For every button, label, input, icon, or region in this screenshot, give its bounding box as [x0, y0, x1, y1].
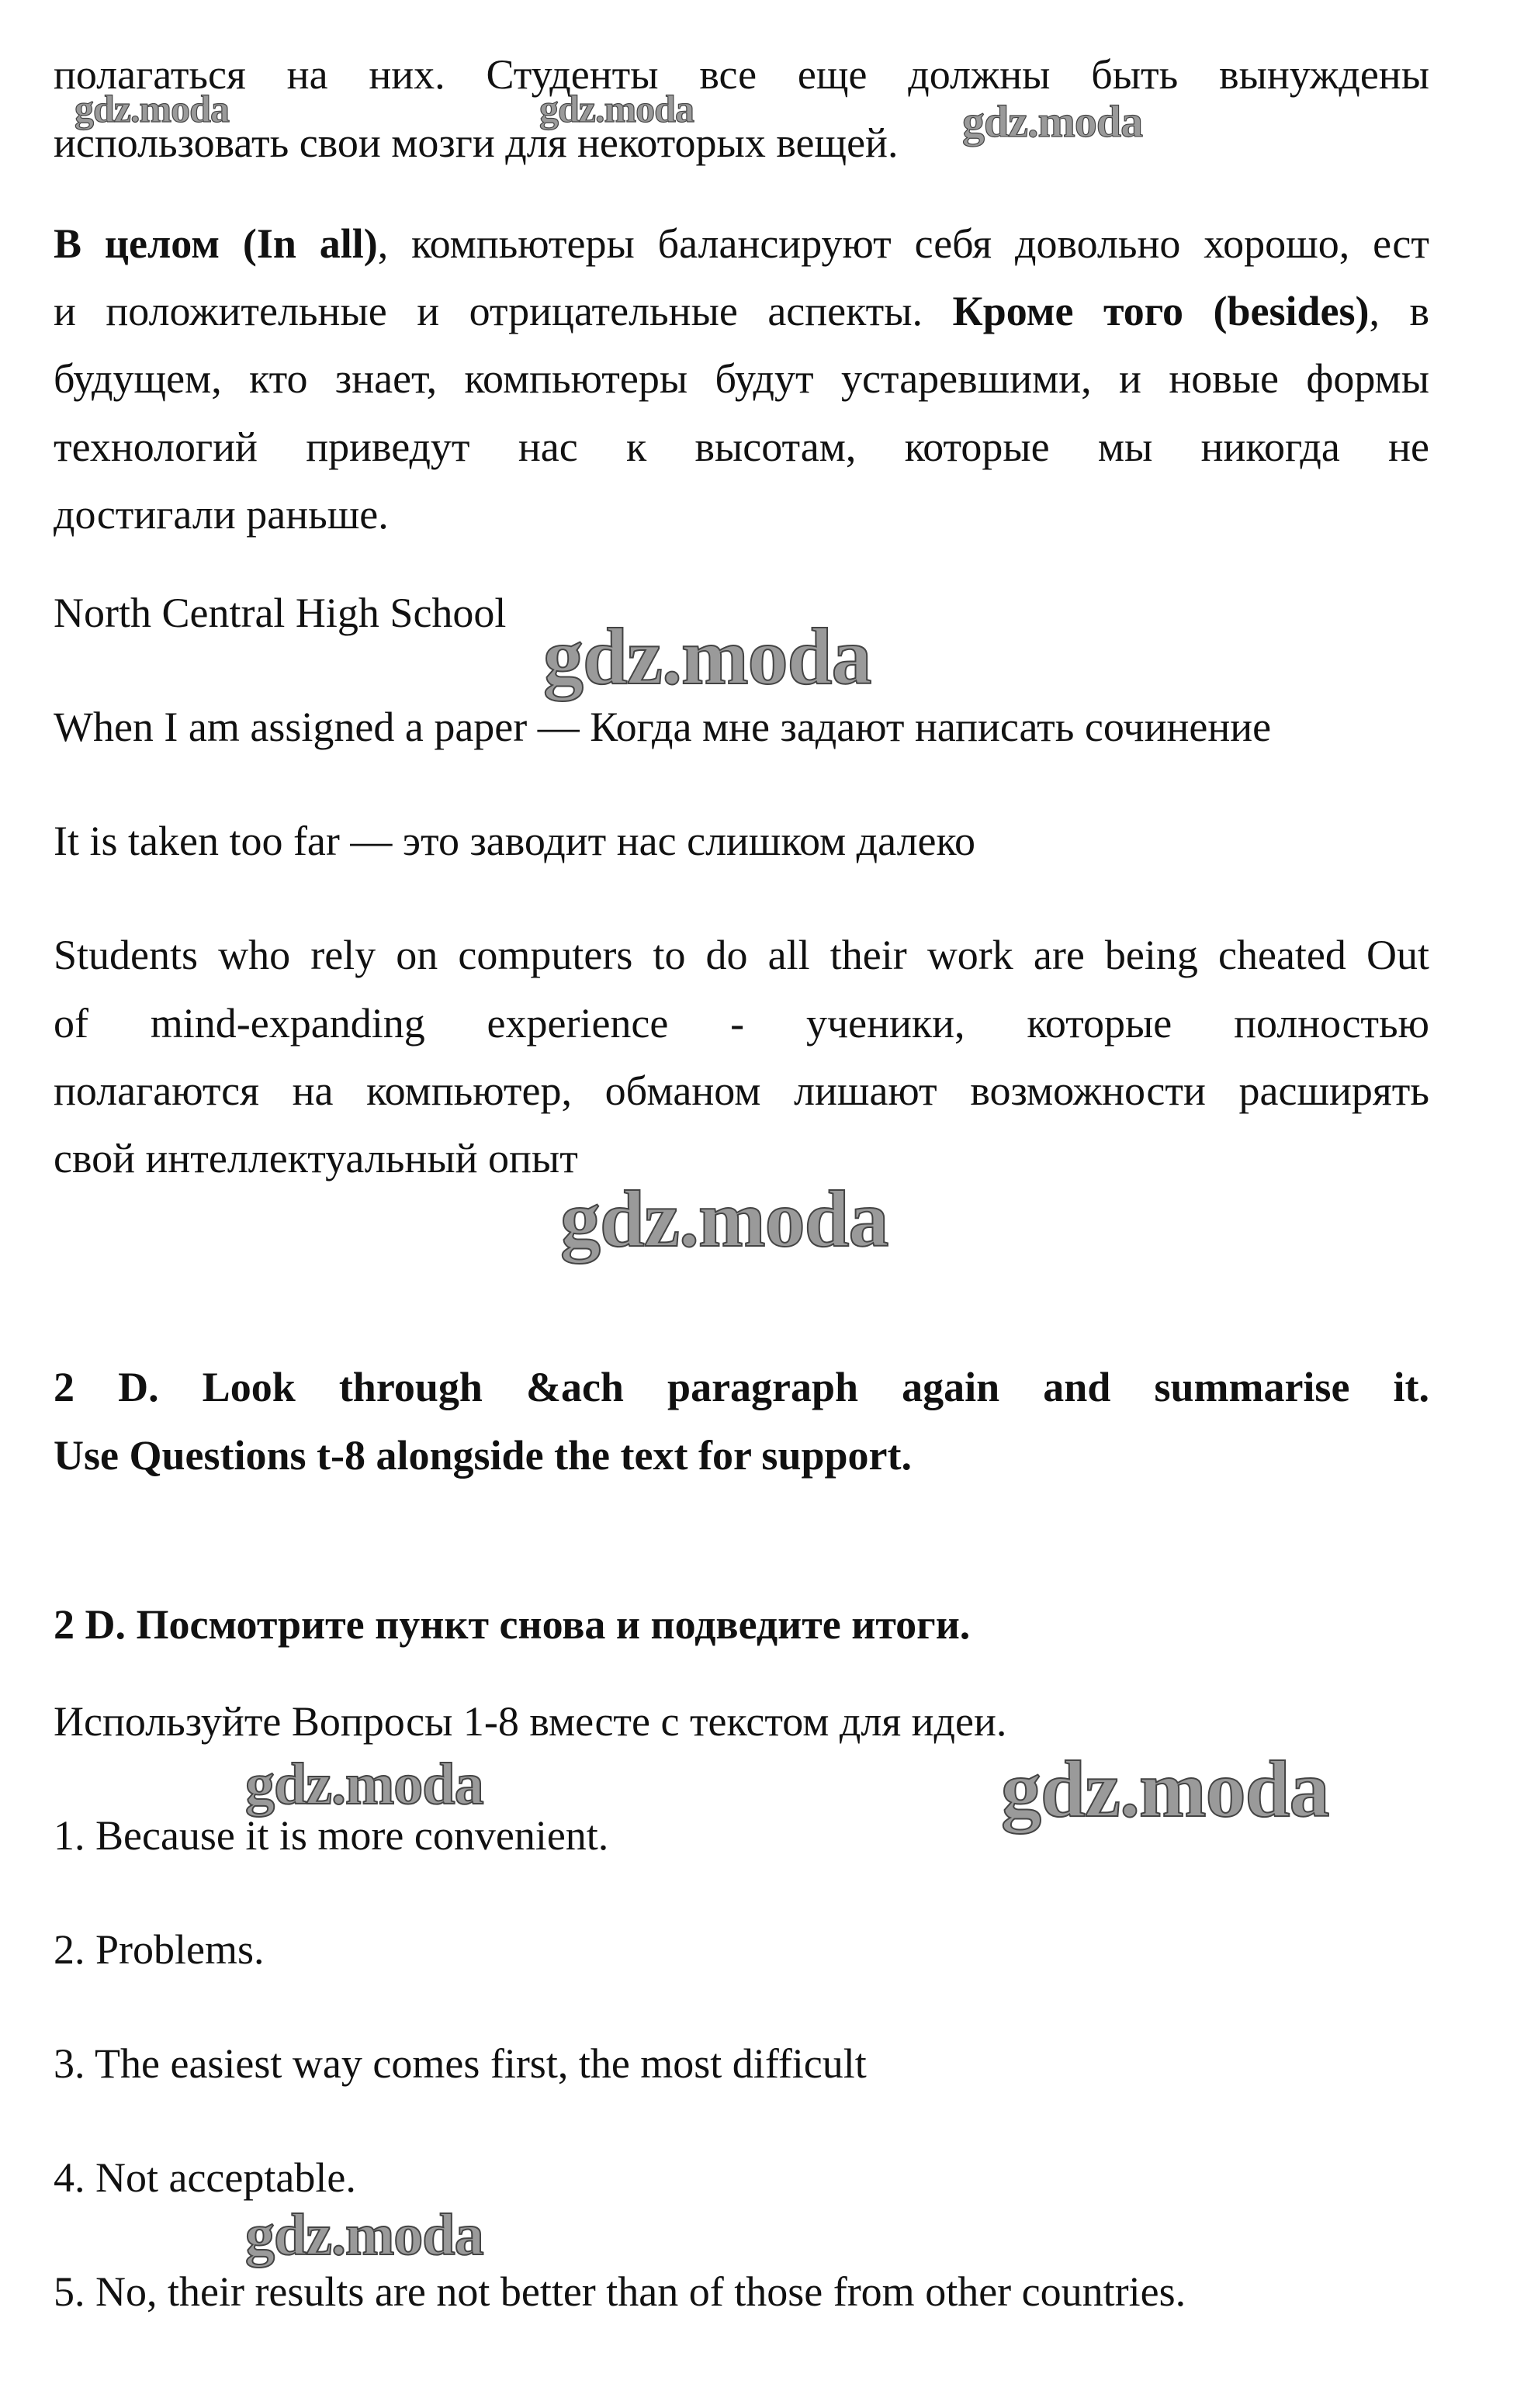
bold-term: Кроме того (besides) [952, 288, 1370, 334]
text-line: of mind-expanding experience - ученики, которые полностью [54, 1000, 1429, 1047]
watermark: gdz.moda [74, 87, 229, 130]
answer-item: 1. Because it is more convenient. [54, 1812, 609, 1859]
text-line: свой интеллектуальный опыт [54, 1135, 578, 1182]
answer-item: 4. Not acceptable. [54, 2154, 356, 2201]
answer-item: 5. No, their results are not better than of those from other countries. [54, 2268, 1186, 2315]
bold-term: В целом (In all) [54, 220, 378, 267]
watermark: gdz.moda [560, 1175, 888, 1264]
watermark: gdz.moda [543, 612, 871, 701]
text-line [54, 277, 1429, 345]
task-note-ru: Используйте Вопросы 1-8 вместе с текстом для идеи. [54, 1698, 1007, 1745]
text-segment: , компьютеры балансируют себя довольно хорошо, ест [377, 220, 1429, 267]
text-line: будущем, кто знает, компьютеры будут устаревшими, и новые формы [54, 355, 1429, 402]
text-segment: , в [1369, 288, 1429, 334]
phrase: It is taken too far — это заводит нас слишком далеко [54, 818, 975, 864]
text-line: полагаются на компьютер, обманом лишают возможности расширять [54, 1067, 1429, 1114]
watermark: gdz.moda [539, 87, 694, 130]
text-line: полагаться на них. Студенты все еще должны быть вынуждены [54, 51, 1429, 98]
task-heading-en: Use Questions t-8 alongside the text for support. [54, 1432, 912, 1479]
text-line: достигали раньше. [54, 491, 389, 538]
text-line [54, 209, 1429, 278]
task-heading-en: 2 D. Look through &ach paragraph again and summarise it. [54, 1364, 1429, 1410]
watermark: gdz.moda [962, 96, 1143, 147]
watermark: gdz.moda [245, 2202, 483, 2268]
task-heading-ru: 2 D. Посмотрите пункт снова и подведите итоги. [54, 1601, 971, 1648]
text-line: технологий приведут нас к высотам, которые мы никогда не [54, 424, 1429, 470]
answer-item: 2. Problems. [54, 1926, 265, 1973]
answer-item: 3. The easiest way comes first, the most difficult [54, 2040, 867, 2087]
text-segment: и положительные и отрицательные аспекты. [54, 288, 953, 334]
watermark: gdz.moda [245, 1752, 483, 1817]
watermark: gdz.moda [1001, 1745, 1329, 1834]
text-line: Students who rely on computers to do all their work are being cheated Out [54, 932, 1429, 978]
phrase: When I am assigned a paper — Когда мне задают написать сочинение [54, 704, 1272, 750]
text-line: использовать свои мозги для некоторых вещей. [54, 119, 899, 166]
school-name: North Central High School [54, 590, 507, 636]
